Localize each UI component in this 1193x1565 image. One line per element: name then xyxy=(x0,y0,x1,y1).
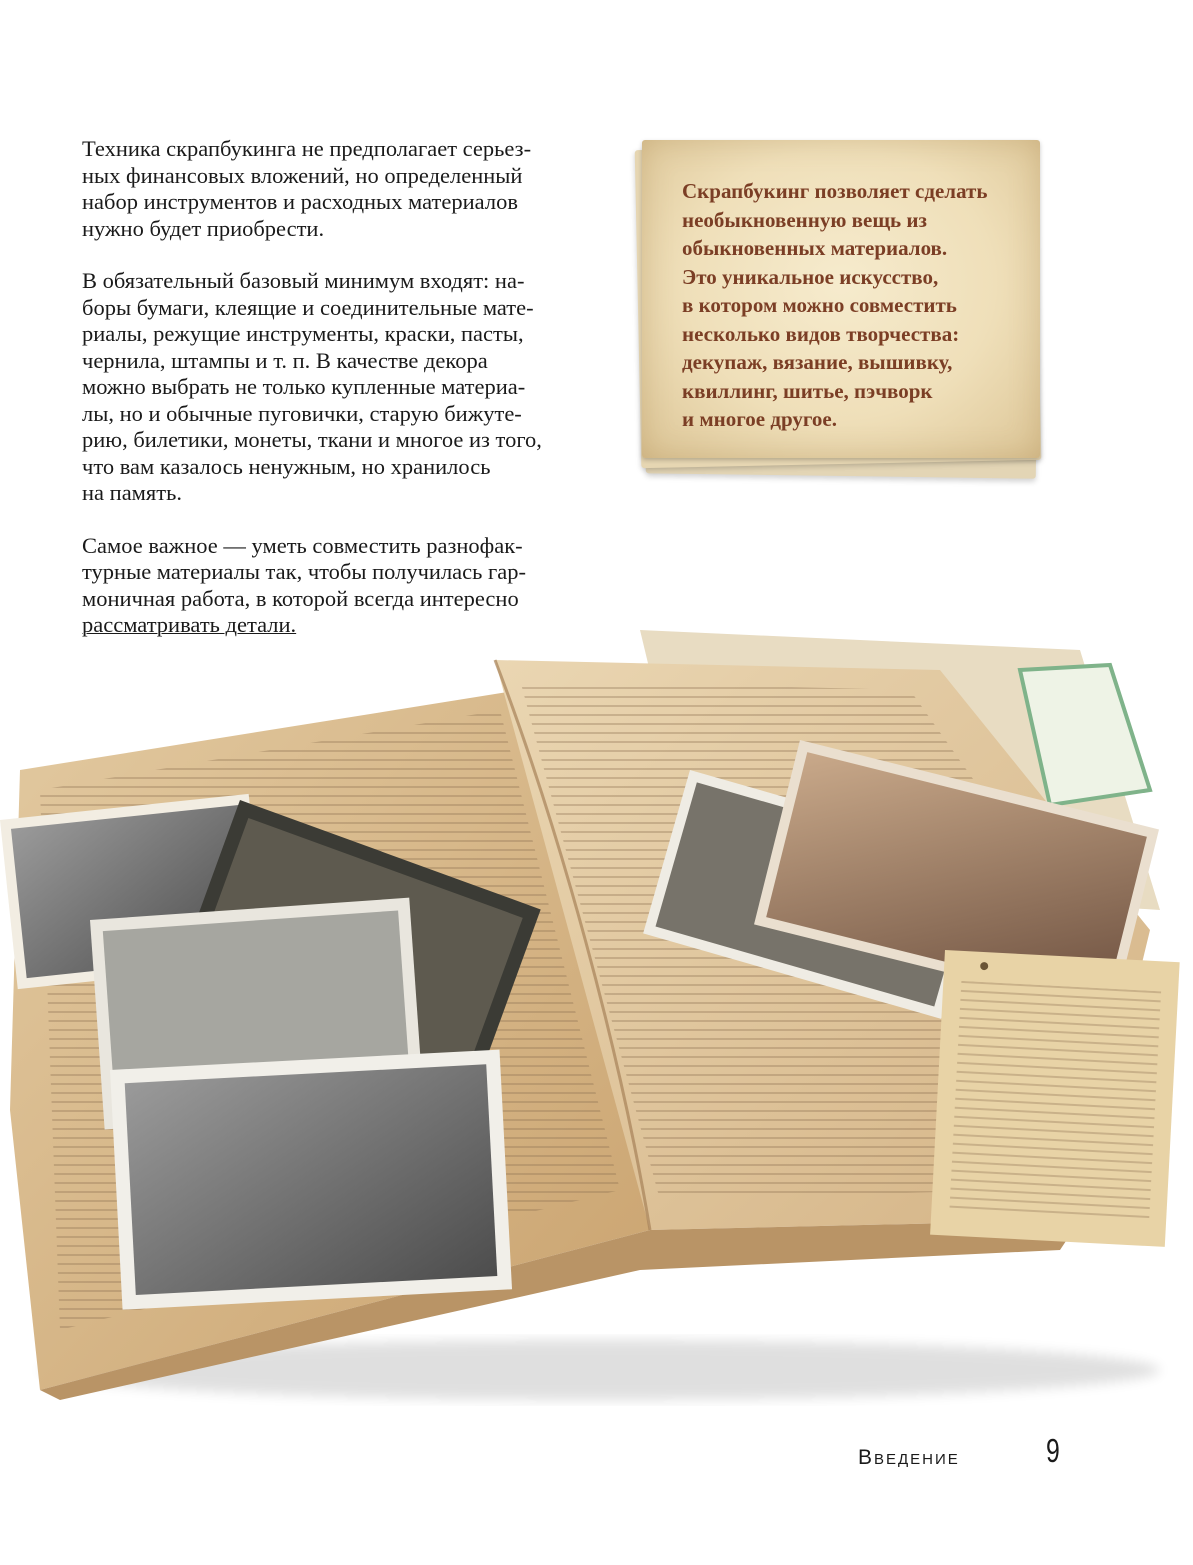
text-line: лы, но и обычные пуговички, старую бижуте- xyxy=(82,400,522,426)
text-line: можно выбрать не только купленные материа- xyxy=(82,374,526,399)
quote-line: Скрапбукинг позволяет сделать xyxy=(682,179,988,203)
text-line: ных финансовых вложений, но определенный xyxy=(82,162,523,188)
quote-line: Это уникальное искусство, xyxy=(682,264,939,289)
text-line: набор инструментов и расходных материалов xyxy=(82,189,518,214)
quote-line: и многое другое. xyxy=(682,407,837,431)
text-line: турные материалы так, чтобы получилась гар- xyxy=(82,559,527,584)
paragraph-2 xyxy=(82,268,562,507)
quote-line: квиллинг, шитье, пэчворк xyxy=(682,378,933,403)
text-line: Техника скрапбукинга не предполагает серьез- xyxy=(82,136,532,161)
illustration-old-book-and-photos xyxy=(0,630,1193,1410)
text-line: моничная работа, в которой всегда интересно xyxy=(82,585,519,611)
quote-line: обыкновенных материалов. xyxy=(682,236,948,260)
body-text xyxy=(82,136,562,665)
paragraph-1 xyxy=(82,136,562,242)
quote-line: в котором можно совместить xyxy=(682,293,957,317)
text-line: рассматривать детали. xyxy=(82,612,297,637)
quote-line: декупаж, вязание, вышивку, xyxy=(682,350,953,374)
text-line: на память. xyxy=(82,480,182,505)
quote-card xyxy=(628,140,1048,480)
text-line: рию, билетики, монеты, ткани и многое из того, xyxy=(82,427,542,452)
quote-line: несколько видов творчества: xyxy=(682,321,960,346)
text-line: Самое важное — уметь совместить разнофак- xyxy=(82,532,523,558)
page-number: 9 xyxy=(1046,1432,1060,1469)
photo-boy-with-dog xyxy=(110,1050,512,1310)
song-sheet-tag xyxy=(930,950,1180,1247)
paragraph-3 xyxy=(82,533,562,639)
illustration-artwork xyxy=(0,630,1193,1410)
text-line: риалы, режущие инструменты, краски, пасты, xyxy=(82,321,524,346)
text-line: что вам казалось ненужным, но хранилось xyxy=(82,453,491,479)
text-line: нужно будет приобрести. xyxy=(82,215,325,241)
quote-text xyxy=(682,177,1032,434)
quote-line: необыкновенную вещь из xyxy=(682,207,927,232)
text-line: боры бумаги, клеящие и соединительные мате- xyxy=(82,294,534,320)
running-head: Введение xyxy=(858,1446,960,1469)
text-line: чернила, штампы и т. п. В качестве декора xyxy=(82,347,488,373)
text-line: В обязательный базовый минимум входят: на- xyxy=(82,268,525,293)
